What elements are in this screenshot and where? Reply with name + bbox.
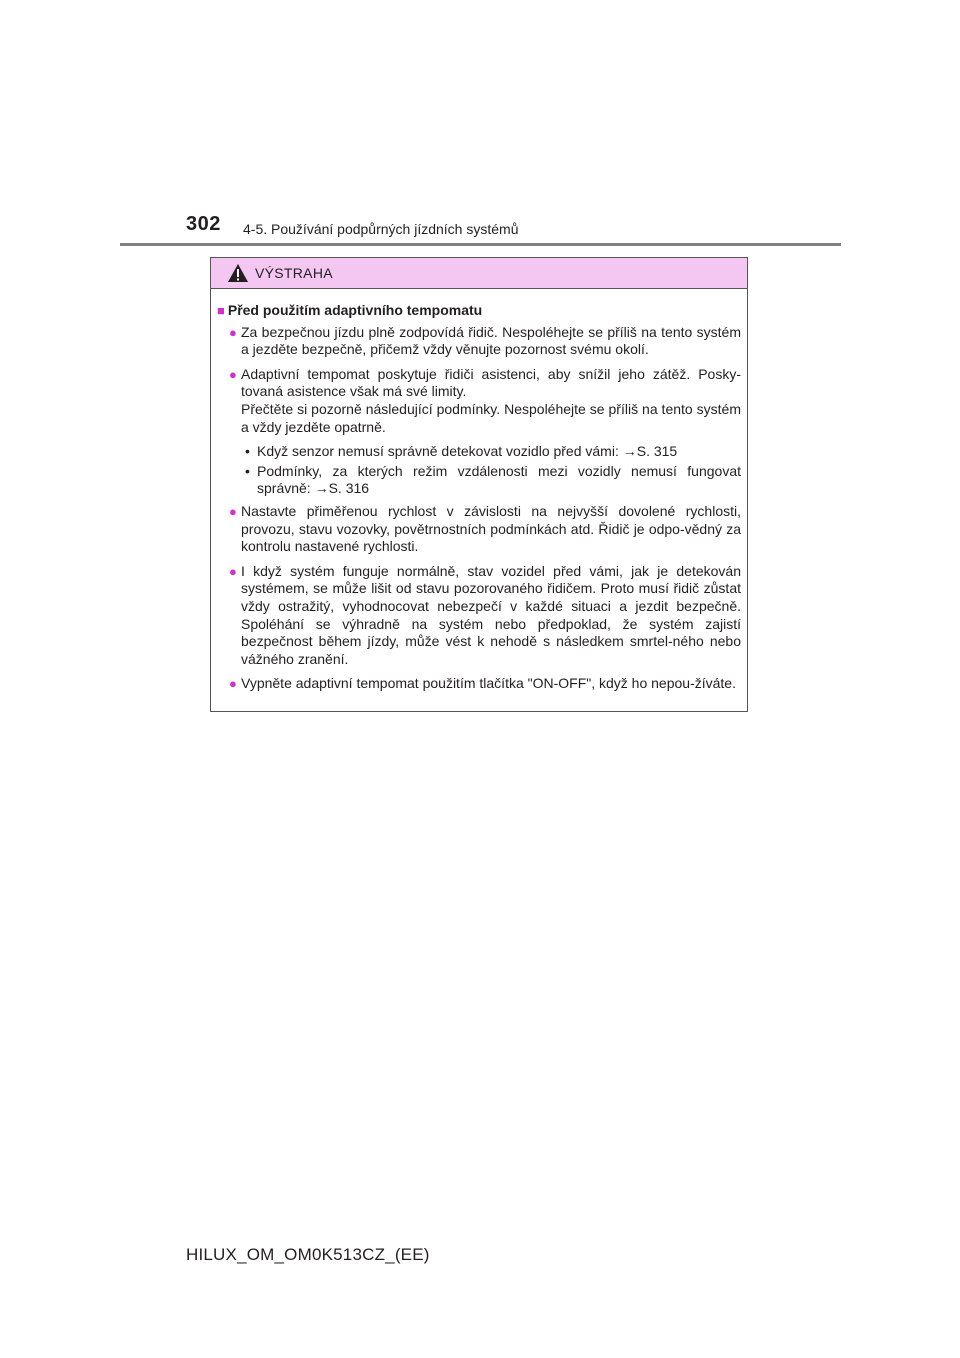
round-bullet-icon: ● — [229, 676, 237, 692]
list-item-text: Za bezpečnou jízdu plně zodpovídá řidič. Nespoléhejte se příliš na tento systém a jezděte bezpečně, přičemž vždy věnujte pozornost svému okolí. — [241, 323, 741, 358]
sub-item — [241, 463, 741, 498]
footer-code: HILUX_OM_OM0K513CZ_(EE) — [186, 1245, 430, 1264]
round-bullet-icon: ● — [229, 503, 237, 519]
round-bullet-icon: ● — [229, 563, 237, 579]
list-item-text: I když systém funguje normálně, stav vozidel před vámi, jak je detekován systémem, se může lišit od stavu pozorovaného řidičem. Proto musí řidič zůstat vždy ostražitý, vyhodnocovat nebezpečí v každé situaci a jezdit bezpečně. Spoléhání se výhradně na systém nebo předpoklad, že systém zajistí bezpečnost během jízdy, může vést k nehodě s následkem smrtel-ného nebo vážného zranění. — [241, 562, 741, 667]
sub-bullet: • — [245, 462, 250, 479]
list-item — [217, 324, 741, 359]
warning-triangle-icon — [227, 263, 249, 283]
section-title — [217, 302, 741, 320]
sub-item — [241, 443, 741, 461]
sub-list — [241, 443, 741, 498]
list-item-text: Vypněte adaptivní tempomat použitím tlačítka "ON-OFF", když ho nepou-žíváte. — [241, 675, 736, 692]
warning-label: VÝSTRAHA — [255, 265, 333, 281]
round-bullet-icon: ● — [229, 324, 237, 340]
sub-bullet: • — [245, 443, 250, 460]
chapter-title: 4-5. Používání podpůrných jízdních systémů — [243, 221, 519, 237]
page-number: 302 — [186, 213, 221, 235]
list-item-text: Adaptivní tempomat poskytuje řidiči asistenci, aby snížil jeho zátěž. Posky-tovaná asistence však má své limity. — [241, 365, 741, 400]
list-item-text-2: Přečtěte si pozorně následující podmínky. Nespoléhejte se příliš na tento systém a vždy jezděte opatrně. — [241, 400, 741, 435]
round-bullet-icon: ● — [229, 366, 237, 382]
sub-item-text: Podmínky, za kterých režim vzdálenosti mezi vozidly nemusí fungovat správně: →S. 316 — [257, 462, 741, 497]
list-item — [217, 366, 741, 498]
section-title-text: Před použitím adaptivního tempomatu — [227, 302, 483, 318]
list-item-text: Nastavte přiměřenou rychlost v závislosti na nejvyšší dovolené rychlosti, provozu, stavu vozovky, povětrnostních podmínkách atd. Řidič je odpo-vědný za kontrolu nastavené rychlosti. — [241, 502, 741, 555]
list-item — [217, 675, 741, 693]
sub-item-text: Když senzor nemusí správně detekovat vozidlo před vámi: →S. 315 — [257, 443, 678, 460]
warning-box — [210, 257, 748, 712]
list-item — [217, 503, 741, 556]
square-bullet-icon: ■ — [217, 303, 225, 318]
list-item — [217, 563, 741, 669]
warning-body — [211, 289, 747, 693]
header-rule — [120, 243, 841, 246]
warning-header — [211, 258, 747, 289]
